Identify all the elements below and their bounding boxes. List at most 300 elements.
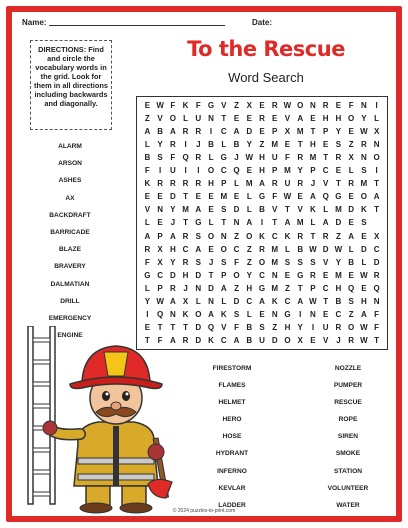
grid-letter[interactable]: R [182,257,189,267]
grid-letter[interactable]: L [221,296,227,306]
grid-letter[interactable]: R [297,179,304,189]
grid-letter[interactable]: E [310,114,316,124]
grid-letter[interactable]: Y [361,114,367,124]
grid-letter[interactable]: M [271,244,279,254]
grid-letter[interactable]: R [360,140,367,150]
grid-letter[interactable]: I [260,218,264,228]
grid-letter[interactable]: C [182,244,189,254]
grid-letter[interactable]: U [259,335,265,345]
grid-letter[interactable]: I [299,309,302,319]
grid-letter[interactable]: V [157,114,163,124]
grid-letter[interactable]: Z [348,309,354,319]
grid-letter[interactable]: S [195,231,201,241]
grid-letter[interactable]: E [323,309,329,319]
grid-letter[interactable]: I [209,127,213,137]
grid-letter[interactable]: O [169,114,176,124]
grid-letter[interactable]: D [335,218,342,228]
grid-letter[interactable]: H [335,114,342,124]
grid-letter[interactable]: I [375,166,378,176]
grid-letter[interactable]: T [374,335,380,345]
date-line[interactable] [272,18,378,27]
grid-letter[interactable]: J [208,257,214,267]
grid-letter[interactable]: S [259,322,265,332]
grid-letter[interactable]: V [297,205,303,215]
grid-letter[interactable]: W [309,244,317,254]
grid-letter[interactable]: F [234,322,239,332]
grid-letter[interactable]: M [271,140,279,150]
grid-letter[interactable]: T [170,322,176,332]
grid-letter[interactable]: E [348,270,354,280]
grid-letter[interactable]: Z [272,322,278,332]
grid-letter[interactable]: W [360,322,368,332]
grid-letter[interactable]: X [284,127,291,137]
grid-letter[interactable]: T [374,205,380,215]
grid-letter[interactable]: N [310,309,316,319]
grid-letter[interactable]: D [233,296,240,306]
grid-letter[interactable]: I [184,166,187,176]
grid-letter[interactable]: L [323,205,329,215]
grid-letter[interactable]: Q [348,283,355,293]
grid-letter[interactable]: A [373,192,380,202]
grid-letter[interactable]: K [220,309,227,319]
grid-letter[interactable]: L [195,296,201,306]
grid-letter[interactable]: N [157,205,163,215]
grid-letter[interactable]: I [146,309,149,319]
grid-letter[interactable]: C [322,283,329,293]
grid-letter[interactable]: D [233,205,240,215]
grid-letter[interactable]: S [348,296,354,306]
grid-letter[interactable]: O [360,192,367,202]
grid-letter[interactable]: N [360,101,367,111]
grid-letter[interactable]: C [271,231,278,241]
grid-letter[interactable]: I [184,140,187,150]
grid-letter[interactable]: P [310,283,316,293]
grid-letter[interactable]: S [284,257,291,267]
grid-letter[interactable]: N [310,101,316,111]
grid-letter[interactable]: S [361,166,367,176]
grid-letter[interactable]: F [157,335,163,345]
grid-letter[interactable]: Z [234,101,239,111]
grid-letter[interactable]: L [208,218,214,228]
grid-letter[interactable]: E [208,205,214,215]
grid-letter[interactable]: F [144,257,150,267]
grid-letter[interactable]: D [271,335,278,345]
grid-letter[interactable]: A [169,231,176,241]
grid-letter[interactable]: L [144,283,150,293]
grid-letter[interactable]: O [348,322,355,332]
grid-letter[interactable]: Q [182,153,189,163]
grid-letter[interactable]: A [169,127,176,137]
grid-letter[interactable]: K [271,296,278,306]
grid-letter[interactable]: R [297,231,304,241]
grid-letter[interactable]: A [208,309,214,319]
grid-letter[interactable]: O [297,101,304,111]
grid-letter[interactable]: C [259,270,265,280]
grid-letter[interactable]: H [208,179,214,189]
grid-letter[interactable]: M [245,179,253,189]
grid-letter[interactable]: T [221,114,227,124]
grid-letter[interactable]: D [360,244,367,254]
grid-letter[interactable]: T [221,218,227,228]
grid-letter[interactable]: Y [246,270,252,280]
grid-letter[interactable]: C [246,296,253,306]
grid-letter[interactable]: W [309,296,317,306]
grid-letter[interactable]: T [157,322,163,332]
grid-letter[interactable]: K [144,179,151,189]
grid-letter[interactable]: E [348,218,354,228]
grid-letter[interactable]: B [348,257,355,267]
grid-letter[interactable]: R [259,244,265,254]
grid-letter[interactable]: T [374,179,380,189]
grid-letter[interactable]: K [182,309,189,319]
grid-letter[interactable]: D [169,270,176,280]
grid-letter[interactable]: Z [234,231,239,241]
grid-letter[interactable]: M [271,257,279,267]
word-search-grid[interactable] [136,96,388,350]
grid-letter[interactable]: R [195,179,202,189]
grid-letter[interactable]: E [335,166,342,176]
grid-letter[interactable]: R [322,231,329,241]
grid-letter[interactable]: R [322,101,329,111]
grid-letter[interactable]: J [183,283,188,293]
grid-letter[interactable]: A [259,179,265,189]
grid-letter[interactable]: W [283,192,292,202]
grid-letter[interactable]: H [259,166,265,176]
grid-letter[interactable]: V [144,205,151,215]
grid-letter[interactable]: X [373,127,380,137]
grid-letter[interactable]: T [297,283,303,293]
grid-letter[interactable]: G [144,270,151,280]
grid-letter[interactable]: H [169,244,176,254]
grid-letter[interactable]: E [284,140,291,150]
grid-letter[interactable]: Z [335,231,341,241]
grid-letter[interactable]: D [322,244,329,254]
grid-letter[interactable]: C [284,296,291,306]
grid-letter[interactable]: L [221,140,227,150]
grid-letter[interactable]: A [169,296,176,306]
grid-letter[interactable]: S [335,140,342,150]
grid-letter[interactable]: R [195,153,202,163]
grid-letter[interactable]: F [144,166,150,176]
grid-letter[interactable]: A [195,205,202,215]
grid-letter[interactable]: E [246,166,252,176]
grid-letter[interactable]: R [271,179,278,189]
grid-letter[interactable]: D [195,322,202,332]
grid-letter[interactable]: A [233,335,240,345]
grid-letter[interactable]: H [322,114,329,124]
grid-letter[interactable]: P [310,166,316,176]
grid-letter[interactable]: Q [373,283,380,293]
grid-letter[interactable]: R [297,153,304,163]
grid-letter[interactable]: Q [233,166,240,176]
grid-letter[interactable]: Q [322,192,329,202]
grid-letter[interactable]: E [323,140,329,150]
grid-letter[interactable]: T [335,179,341,189]
grid-letter[interactable]: X [157,257,163,267]
grid-letter[interactable]: E [348,127,354,137]
grid-letter[interactable]: N [169,309,176,319]
grid-letter[interactable]: A [348,231,355,241]
grid-letter[interactable]: U [195,114,202,124]
grid-letter[interactable]: O [207,231,215,241]
grid-letter[interactable]: L [144,140,150,150]
grid-letter[interactable]: O [246,231,253,241]
grid-letter[interactable]: L [348,166,354,176]
grid-letter[interactable]: E [335,101,342,111]
grid-letter[interactable]: L [246,205,252,215]
grid-letter[interactable]: T [144,335,150,345]
grid-letter[interactable]: U [271,153,278,163]
grid-letter[interactable]: W [156,296,164,306]
grid-letter[interactable]: V [323,335,329,345]
grid-letter[interactable]: P [157,231,163,241]
grid-letter[interactable]: L [310,218,316,228]
grid-letter[interactable]: G [220,153,227,163]
grid-letter[interactable]: C [373,244,380,254]
grid-letter[interactable]: E [272,114,278,124]
grid-letter[interactable]: S [297,257,303,267]
grid-letter[interactable]: E [144,322,151,332]
grid-letter[interactable]: E [259,101,265,111]
grid-letter[interactable]: R [271,101,278,111]
grid-letter[interactable]: U [322,322,329,332]
grid-letter[interactable]: L [246,309,252,319]
grid-letter[interactable]: B [208,140,214,150]
grid-letter[interactable]: X [373,231,380,241]
grid-letter[interactable]: G [258,283,266,293]
grid-letter[interactable]: Q [207,322,215,332]
grid-letter[interactable]: H [360,296,367,306]
grid-letter[interactable]: E [157,192,163,202]
grid-letter[interactable]: E [348,192,354,202]
grid-letter[interactable]: N [208,296,214,306]
grid-letter[interactable]: L [348,244,354,254]
grid-letter[interactable]: I [311,322,315,332]
grid-letter[interactable]: Y [297,166,303,176]
grid-letter[interactable]: B [297,244,304,254]
grid-letter[interactable]: Z [234,283,239,293]
grid-letter[interactable]: A [259,296,265,306]
grid-letter[interactable]: R [310,270,316,280]
grid-letter[interactable]: N [195,283,202,293]
grid-letter[interactable]: L [361,257,367,267]
grid-letter[interactable]: M [296,127,304,137]
grid-letter[interactable]: E [144,192,151,202]
grid-letter[interactable]: F [285,153,290,163]
grid-letter[interactable]: S [221,205,227,215]
grid-letter[interactable]: E [259,127,265,137]
grid-letter[interactable]: C [157,270,163,280]
grid-letter[interactable]: K [284,231,291,241]
grid-letter[interactable]: Z [348,140,354,150]
grid-letter[interactable]: F [272,192,278,202]
grid-letter[interactable]: T [285,205,290,215]
grid-letter[interactable]: N [220,231,227,241]
grid-letter[interactable]: R [348,179,355,189]
grid-letter[interactable]: Z [144,114,150,124]
grid-letter[interactable]: O [373,153,380,163]
grid-letter[interactable]: R [144,244,151,254]
grid-letter[interactable]: K [310,205,316,215]
grid-letter[interactable]: V [221,101,227,111]
grid-letter[interactable]: S [221,257,227,267]
grid-letter[interactable]: M [284,166,291,176]
grid-letter[interactable]: B [144,153,151,163]
grid-letter[interactable]: N [271,309,278,319]
grid-letter[interactable]: R [373,270,380,280]
grid-letter[interactable]: X [157,244,163,254]
grid-letter[interactable]: R [157,179,163,189]
grid-letter[interactable]: C [322,166,329,176]
grid-letter[interactable]: Y [246,140,252,150]
grid-letter[interactable]: A [220,283,227,293]
grid-letter[interactable]: Y [170,205,176,215]
grid-letter[interactable]: U [284,179,291,189]
grid-letter[interactable]: F [234,257,239,267]
grid-letter[interactable]: L [246,192,252,202]
grid-letter[interactable]: G [284,309,291,319]
grid-letter[interactable]: E [233,192,240,202]
grid-letter[interactable]: H [182,270,189,280]
grid-letter[interactable]: E [233,114,240,124]
grid-letter[interactable]: T [183,322,189,332]
grid-letter[interactable]: S [361,218,367,228]
grid-letter[interactable]: R [169,140,176,150]
grid-letter[interactable]: E [361,283,367,293]
grid-letter[interactable]: Y [335,127,342,137]
grid-letter[interactable]: M [271,283,279,293]
grid-letter[interactable]: F [374,322,380,332]
grid-letter[interactable]: I [158,166,162,176]
grid-letter[interactable]: K [259,231,265,241]
grid-letter[interactable]: D [169,192,176,202]
grid-letter[interactable]: R [169,179,176,189]
grid-letter[interactable]: B [246,322,253,332]
grid-letter[interactable]: R [182,127,189,137]
grid-letter[interactable]: F [195,101,201,111]
grid-letter[interactable]: W [334,244,343,254]
grid-letter[interactable]: Y [170,257,176,267]
grid-letter[interactable]: V [272,205,278,215]
grid-letter[interactable]: N [373,296,380,306]
grid-letter[interactable]: M [220,192,228,202]
grid-letter[interactable]: R [335,322,342,332]
grid-letter[interactable]: X [182,296,189,306]
grid-letter[interactable]: P [272,166,278,176]
grid-letter[interactable]: K [208,335,214,345]
grid-letter[interactable]: T [208,270,214,280]
grid-letter[interactable]: Z [285,283,290,293]
grid-letter[interactable]: Z [259,140,265,150]
grid-letter[interactable]: F [348,101,354,111]
grid-letter[interactable]: L [208,153,214,163]
grid-letter[interactable]: E [208,244,214,254]
grid-letter[interactable]: W [360,335,368,345]
grid-letter[interactable]: T [310,127,316,137]
grid-letter[interactable]: A [360,309,367,319]
grid-letter[interactable]: W [156,101,164,111]
grid-letter[interactable]: R [182,335,189,345]
grid-letter[interactable]: S [233,309,240,319]
grid-letter[interactable]: V [284,114,291,124]
grid-letter[interactable]: T [323,153,329,163]
grid-letter[interactable]: Y [144,296,151,306]
grid-letter[interactable]: A [246,218,253,228]
grid-letter[interactable]: T [323,296,329,306]
grid-letter[interactable]: P [272,127,278,137]
grid-letter[interactable]: R [259,114,265,124]
grid-letter[interactable]: Y [157,140,163,150]
grid-letter[interactable]: G [297,270,304,280]
grid-letter[interactable]: M [335,270,342,280]
grid-letter[interactable]: O [284,335,291,345]
grid-letter[interactable]: E [310,335,316,345]
grid-letter[interactable]: E [195,192,201,202]
grid-letter[interactable]: A [310,192,316,202]
grid-letter[interactable]: L [234,179,239,189]
grid-letter[interactable]: O [348,114,355,124]
grid-letter[interactable]: R [182,231,189,241]
grid-letter[interactable]: J [196,140,201,150]
grid-letter[interactable]: I [197,166,200,176]
grid-letter[interactable]: E [259,309,265,319]
grid-letter[interactable]: E [284,270,291,280]
grid-letter[interactable]: J [170,218,176,228]
grid-letter[interactable]: A [144,127,151,137]
grid-letter[interactable]: K [182,101,189,111]
grid-letter[interactable]: T [183,218,189,228]
grid-letter[interactable]: C [335,309,342,319]
grid-letter[interactable]: G [207,101,215,111]
grid-letter[interactable]: P [221,179,227,189]
grid-letter[interactable]: L [374,114,380,124]
grid-letter[interactable]: A [297,114,304,124]
grid-letter[interactable]: F [374,309,380,319]
grid-letter[interactable]: D [195,335,202,345]
grid-letter[interactable]: X [348,153,354,163]
grid-letter[interactable]: D [373,257,380,267]
grid-letter[interactable]: N [271,270,278,280]
grid-letter[interactable]: E [246,114,252,124]
grid-letter[interactable]: N [373,140,380,150]
grid-letter[interactable]: S [195,257,201,267]
grid-letter[interactable]: D [348,205,355,215]
grid-letter[interactable]: R [169,283,176,293]
grid-letter[interactable]: T [310,231,316,241]
grid-letter[interactable]: J [234,153,239,163]
grid-letter[interactable]: E [297,192,303,202]
grid-letter[interactable]: L [183,114,189,124]
grid-letter[interactable]: B [246,335,253,345]
grid-letter[interactable]: Y [335,257,342,267]
grid-letter[interactable]: S [157,153,163,163]
grid-letter[interactable]: G [258,192,266,202]
grid-letter[interactable]: H [335,283,342,293]
grid-letter[interactable]: M [309,153,317,163]
grid-letter[interactable]: C [233,244,240,254]
grid-letter[interactable]: O [220,244,227,254]
grid-letter[interactable]: A [195,244,202,254]
grid-letter[interactable]: L [285,244,290,254]
grid-letter[interactable]: N [208,114,214,124]
grid-letter[interactable]: F [170,153,176,163]
grid-letter[interactable]: D [195,270,202,280]
grid-letter[interactable]: P [221,270,227,280]
grid-letter[interactable]: R [195,127,202,137]
grid-letter[interactable]: Z [246,244,252,254]
grid-letter[interactable]: A [169,335,176,345]
grid-letter[interactable]: T [297,140,303,150]
